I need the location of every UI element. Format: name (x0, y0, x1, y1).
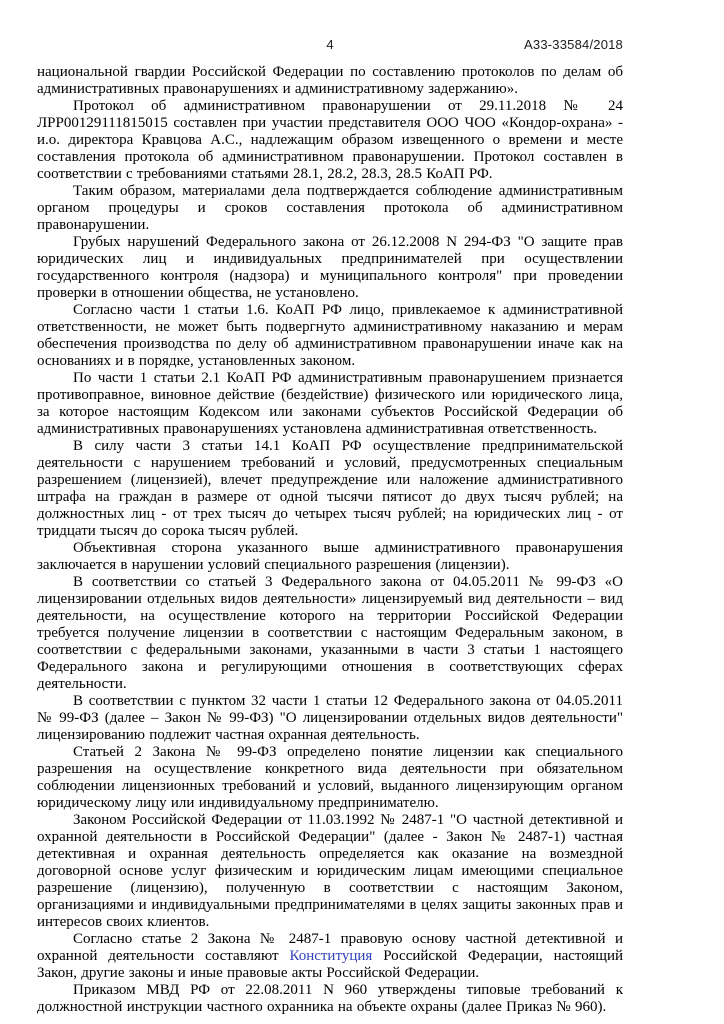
paragraph-with-link (37, 931, 623, 982)
document-body (37, 64, 623, 1016)
paragraph: В соответствии со статьей 3 Федерального закона от 04.05.2011 № 99-ФЗ «О лицензировании отдельных видов деятельности» лицензируемый вид деятельности – вид деятельности, на осуществление которого на территории Российской Федерации требуется получение лицензии в соответствии с настоящим Федеральным законом, в соответствии с федеральными законами, указанными в части 3 статьи 1 настоящего Федерального закона и регулирующими отношения в соответствующих сферах деятельности. (37, 574, 623, 692)
paragraph: Таким образом, материалами дела подтверждается соблюдение административным органом процедуры и сроков составления протокола об административном правонарушении. (37, 183, 623, 233)
paragraph-text: Согласно статье 2 Закона № 2487-1 правовую основу частной детективной и охранной деятельности составляют (37, 931, 623, 964)
page-header (37, 37, 623, 53)
paragraph: Объективная сторона указанного выше административного правонарушения заключается в нарушении условий специального разрешения (лицензии). (37, 540, 623, 573)
paragraph: В силу части 3 статьи 14.1 КоАП РФ осуществление предпринимательской деятельности с нарушением требований и условий, предусмотренных специальным разрешением (лицензией), влечет предупреждение или наложение административного штрафа на граждан в размере от одной тысячи пятисот до двух тысяч рублей; на должностных лиц - от трех тысяч до четырех тысяч рублей; на юридических лиц - от тридцати тысяч до сорока тысяч рублей. (37, 438, 623, 539)
paragraph: Протокол об административном правонарушении от 29.11.2018 № 24 ЛРР00129111815015 составлен при участии представителя ООО ЧОО «Кондор-охрана» - и.о. директора Кравцова А.С., надлежащим образом извещенного о времени и месте составления протокола об административном правонарушении. Протокол составлен в соответствии с требованиями статьями 28.1, 28.2, 28.3, 28.5 КоАП РФ. (37, 98, 623, 182)
paragraph: Статьей 2 Закона № 99-ФЗ определено понятие лицензии как специального разрешения на осуществление конкретного вида деятельности при обязательном соблюдении лицензионных требований и условий, выданного лицензирующим органом юридическому лицу или индивидуальному предпринимателю. (37, 744, 623, 811)
paragraph: В соответствии с пунктом 32 части 1 статьи 12 Федерального закона от 04.05.2011 № 99-ФЗ (далее – Закон № 99-ФЗ) "О лицензировании отдельных видов деятельности" лицензированию подлежит частная охранная деятельность. (37, 693, 623, 743)
paragraph-text: Российской Федерации, настоящий Закон, другие законы и иные правовые акты Российской Федерации. (37, 948, 623, 981)
paragraph: По части 1 статьи 2.1 КоАП РФ административным правонарушением признается противоправное, виновное действие (бездействие) физического или юридического лица, за которое настоящим Кодексом или законами субъектов Российской Федерации об административных правонарушениях установлена административная ответственность. (37, 370, 623, 437)
page-number: 4 (326, 37, 334, 52)
case-number: А33-33584/2018 (524, 37, 623, 52)
paragraph: Согласно части 1 статьи 1.6. КоАП РФ лицо, привлекаемое к административной ответственности, не может быть подвергнуто административному наказанию и мерам обеспечения производства по делу об административном правонарушении иначе как на основаниях и в порядке, установленных законом. (37, 302, 623, 369)
paragraph: Грубых нарушений Федерального закона от 26.12.2008 N 294-ФЗ "О защите прав юридических лиц и индивидуальных предпринимателей при осуществлении государственного контроля (надзора) и муниципального контроля" при проведении проверки в отношении общества, не установлено. (37, 234, 623, 301)
paragraph: национальной гвардии Российской Федерации по составлению протоколов по делам об административных правонарушениях и административному задержанию». (37, 64, 623, 97)
paragraph: Приказом МВД РФ от 22.08.2011 N 960 утверждены типовые требований к должностной инструкции частного охранника на объекте охраны (далее Приказ № 960). (37, 982, 623, 1015)
constitution-link[interactable]: Конституция (289, 948, 373, 964)
paragraph: Законом Российской Федерации от 11.03.1992 № 2487-1 "О частной детективной и охранной деятельности в Российской Федерации" (далее - Закон № 2487-1) частная детективная и охранная деятельность определяется как оказание на возмездной договорной основе услуг физическим и юридическим лицам имеющими специальное разрешение (лицензию), полученную в соответствии с настоящим Законом, организациями и индивидуальными предпринимателями в целях защиты законных прав и интересов своих клиентов. (37, 812, 623, 930)
